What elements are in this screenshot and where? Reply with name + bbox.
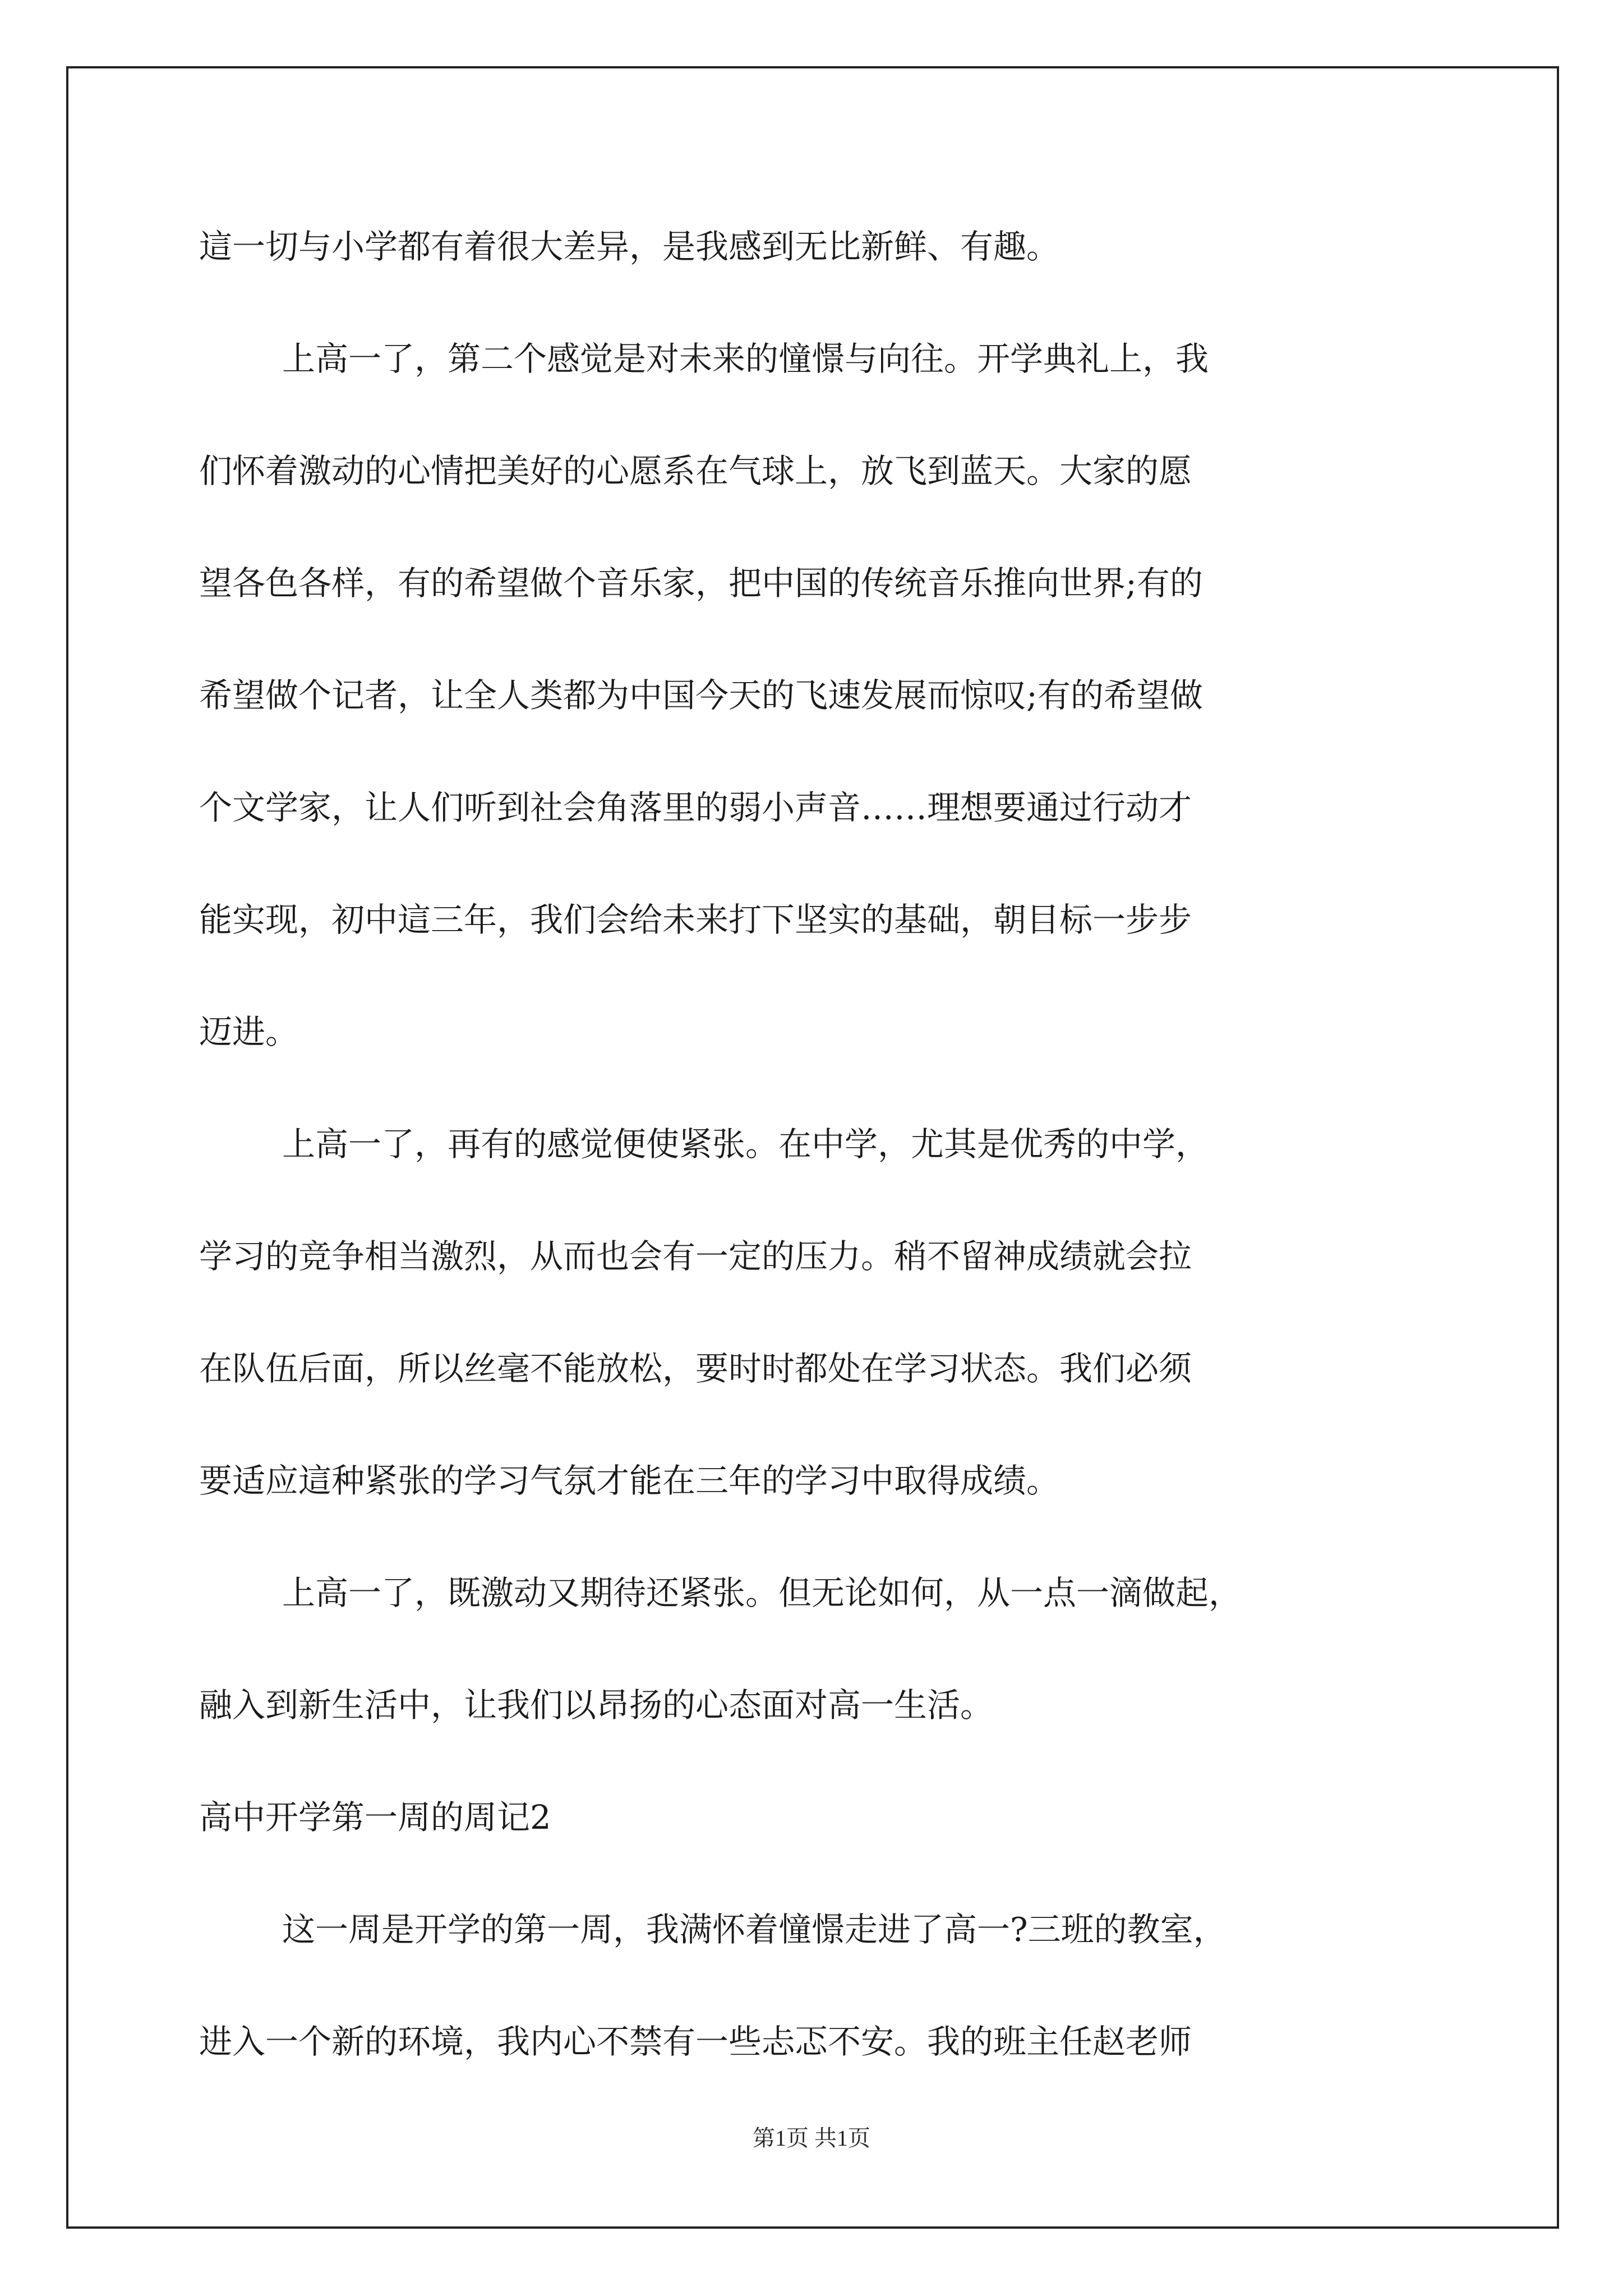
paragraph-line: 个文学家，让人们听到社会角落里的弱小声音……理想要通过行动才 [199,788,1192,827]
page-footer: 第1页 共1页 [753,2125,870,2151]
paragraph-line: 上高一了，第二个感觉是对未来的憧憬与向往。开学典礼上，我 [282,339,1209,378]
paragraph-line: 们怀着激动的心情把美好的心愿系在气球上，放飞到蓝天。大家的愿 [199,452,1192,490]
section-heading: 高中开学第一周的周记2 [199,1798,551,1837]
paragraph-line: 在队伍后面，所以丝毫不能放松，要时时都处在学习状态。我们必须 [199,1349,1192,1388]
paragraph-line: 這一切与小学都有着很大差异，是我感到无比新鲜、有趣。 [199,227,1060,266]
paragraph-line: 融入到新生活中，让我们以昂扬的心态面对高一生活。 [199,1686,994,1724]
paragraph-line: 进入一个新的环境，我内心不禁有一些忐忑不安。我的班主任赵老师 [199,2022,1192,2061]
paragraph-line: 能实现，初中這三年，我们会给未来打下坚实的基础，朝目标一步步 [199,900,1192,939]
paragraph-line: 学习的竞争相当激烈，从而也会有一定的压力。稍不留神成绩就会拉 [199,1237,1192,1276]
paragraph-line: 这一周是开学的第一周，我满怀着憧憬走进了高一?三班的教室， [282,1910,1227,1949]
paragraph-line: 上高一了，既激动又期待还紧张。但无论如何，从一点一滴做起， [282,1573,1242,1612]
paragraph-line: 迈进。 [199,1013,299,1051]
document-body [199,191,1433,2098]
paragraph-line: 要适应這种紧张的学习气氛才能在三年的学习中取得成绩。 [199,1461,1060,1500]
paragraph-line: 希望做个记者，让全人类都为中国今天的飞速发展而惊叹;有的希望做 [199,676,1203,715]
paragraph-line: 上高一了，再有的感觉便使紧张。在中学，尤其是优秀的中学， [282,1125,1209,1163]
paragraph-line: 望各色各样，有的希望做个音乐家，把中国的传统音乐推向世界;有的 [199,564,1203,602]
